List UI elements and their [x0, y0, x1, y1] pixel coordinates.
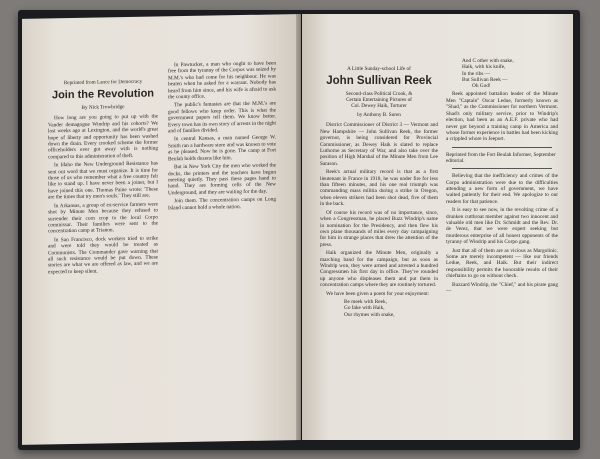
right-column-2	[446, 58, 558, 296]
book	[18, 10, 580, 450]
right-headline: John Sullivan Reek	[326, 75, 432, 87]
left-page	[22, 14, 301, 445]
poem-line: Oh God!	[472, 83, 491, 90]
left-kicker: Reprinted from Lance for Democracy	[63, 78, 143, 87]
paragraph: Haik organized the Minute Men, originally a marching band for the campaign, but as soon as Windrip won, they were armed and arrested a hundred Congressmen his first day in office. They've rounded up anyone who displeases them and put them in concentration camps where they are routinely tortured.	[320, 250, 438, 289]
poem-line: And C other with snake,	[462, 58, 514, 64]
subtitle-line: Certain Entertaining Pictures of	[346, 97, 412, 103]
right-byline: by Anthony B. Suren	[357, 112, 401, 118]
subtitle-line: Col. Dewey Haik, Torturer	[351, 103, 407, 109]
paragraph: Just that all of them are as vicious as Margolinic. Some are merely incompetent — like our friends Ledue, Reek, and Haik. But their indirect responsibility permits the honorable results of their chieftains to go on without check.	[446, 247, 558, 280]
paragraph: It is easy to see now, in the revolting crime of a drunken cutthroat member against two innocent and valuable old men like Dr. Schmidt and the Rev. Dr. de Verez, that we were expert seeking but murderous enterprise of all honest opponents of the tyranny of Windrip and his Corpo gang.	[446, 207, 558, 246]
paragraph: Buzzard Windrip, the "Chief," and his pirate gang —	[446, 281, 558, 295]
paragraph: In Pawtucket, a man who ought to have been free from the tyranny of the Corpos was seized by M.M.'s who had come for his neighbour. He was beaten when he asked for a warrant. Nobody has heard from him since, and his wife is afraid to ask the county office.	[168, 60, 276, 101]
poem-line: Go fake with Haik,	[344, 305, 385, 312]
paragraph: Of course his record was of no importance, since, when a Congressman, he placed Buzz Windrip's name in nomination for the Presidency, and then flew his own plane thousands of miles every day campaigning for him in strange places that drew the attention of the press.	[320, 209, 438, 248]
right-column-1	[320, 66, 438, 320]
paragraph: District Commissioner of District 3 — Vermont and New Hampshire — John Sullivan Reek, the former governor, is being considered for Provincial Commissioner, as Dewey Haik is slated to replace Luthorne as Secretary of War, and also take over the position of High Marshal of the Minute Men from Lee Sarason.	[320, 122, 438, 167]
poem-line: In the ribs —	[462, 70, 491, 77]
poem-stanza-2	[446, 58, 558, 89]
paragraph: Believing that the inefficiency and crimes of the Corpo administration were due to the difficulties attending a new form of government, we have waited patiently for their end. We apologize to our readers for that patience.	[446, 173, 558, 205]
paragraph: The public's fantasies are that the M.M.'s are good fellows who keep order. This is what the government papers tell them. We know better. Every town has its own story of arrests in the night and of families divided.	[168, 100, 276, 135]
left-column-2	[168, 60, 276, 213]
right-subtitle	[320, 91, 438, 109]
paragraph: How long are you going to put up with the Vander demagogue Windrip and his cohorts? We lost weeks ago at Lexington, and the world's great hope of liberty and opportunity has been washed down the drain. Every crooked scheme the former officeholders ever got away with is nothing compared to this administration of theft.	[48, 113, 158, 161]
paragraph: Join them. The concentration camps on Long Island cannot hold a whole nation.	[168, 196, 276, 211]
divider	[452, 147, 552, 148]
right-page	[302, 14, 573, 440]
left-column-1	[48, 78, 158, 277]
paragraph: We have been given a poem for your enjoyment:	[326, 290, 430, 297]
left-headline: Join the Revolution	[51, 87, 155, 102]
paragraph: In Arkansas, a group of ex-service farmers were shot by Minute Men because they refused to surrender their corn crop to the local Corpo commissar. Their families were sent to the concentration camp at Trianon.	[48, 201, 158, 235]
subtitle-line: Second-class Political Crook, &	[345, 91, 413, 97]
poem-line: Be meek with Reek,	[344, 298, 387, 305]
right-subhead: A Little Sunday-school Life of	[347, 66, 411, 72]
left-byline: By Nick Trowbridge	[81, 104, 125, 111]
paragraph: But in New York City the men who worked the docks, the printers and the teachers have begun meeting quietly. They pass these pages hand to hand. They are forming cells of the New Underground, and they are waiting for the day.	[168, 162, 276, 197]
divider	[452, 168, 552, 169]
paragraph: In central Kansas, a man named George W. Smith ran a hardware store and was known to vote as he pleased. Now he is gone. The camp at Fort Beulah holds dozens like him.	[168, 134, 276, 163]
poem-line: Haik, with his knife,	[462, 64, 506, 71]
paragraph: In San Francisco, dock workers tried to strike and were told they would be treated as Communists. The Commander gave warning that all such resistance would be put down. These stories are what we are offered as law, and we are expected to keep silent.	[48, 235, 158, 276]
reprint-note: Reprinted from the Fort Beulah Informer, September editorial.	[446, 151, 556, 164]
paragraph: In Idaho the New Underground Resistance has sent out word that we must organize. It is time for those of us who remember what a free country felt like to stand up. I have never been a joiner, but I have joined this one. Thomas Paine wrote: 'These are the times that try men's souls.' They still are.	[48, 160, 158, 201]
poem-line: But Sullivan Reek —	[462, 76, 508, 83]
poem-line: Our rhymes with snake,	[344, 311, 395, 318]
paragraph: Reek's actual military record is that as a first lieutenant in France in 1918, he was under fire for less than fifteen minutes, and his one real triumph was commanding mass militia during a strike in Oregon, when eleven strikers had been shot dead, five of them in the back.	[320, 169, 438, 208]
poem-stanza-1	[320, 299, 438, 318]
paragraph: Reek appointed battalion leader of the Minute Men "Captain" Oscar Ledue, formerly known as "Shad," as the Commissioner for northern Vermont. Shad's only military service, prior to Windrip's election, had been as an A.E.F. private who had never got beyond a training camp in America and whose former experience in battles had been kicking a crippled whore in Jeeport.	[446, 91, 558, 143]
